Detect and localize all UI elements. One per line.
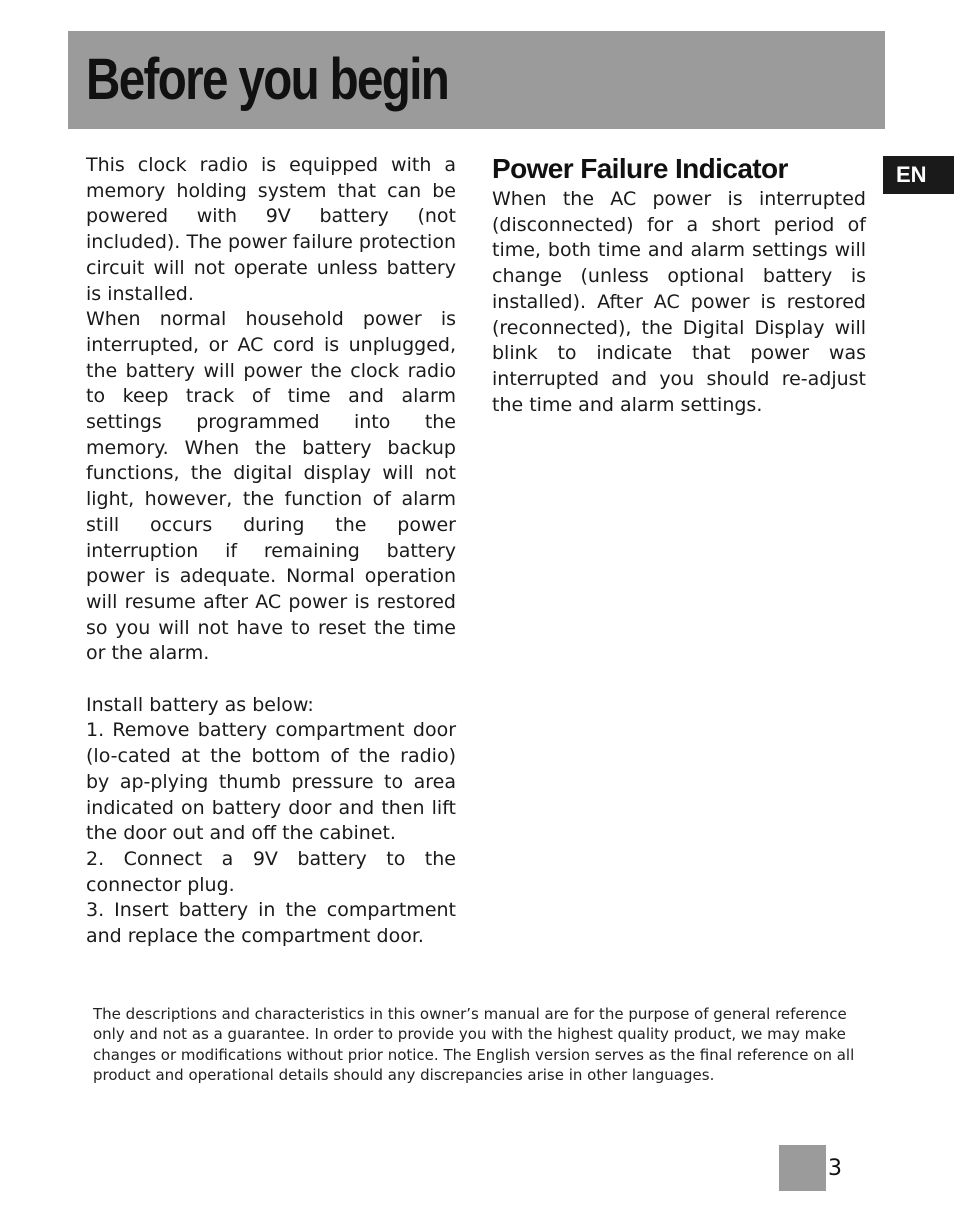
install-step-2: 2. Connect a 9V battery to the connector plug. <box>86 847 456 896</box>
section-heading: Power Failure Indicator <box>492 153 788 184</box>
page-number: 3 <box>828 1156 842 1181</box>
install-intro: Install battery as below: <box>86 693 314 716</box>
title-banner <box>68 31 885 129</box>
install-step-1: 1. Remove battery compartment door (lo-cated at the bottom of the radio) by ap-plying thumb pressure to area indicated on battery door and then lift the door out and off the cabinet. <box>86 719 456 845</box>
power-failure-paragraph: When the AC power is interrupted (disconnected) for a short period of time, both time and alarm settings will change (unless optional battery is installed). After AC power is restored (reconnected), the Digital Display will blink to indicate that power was interrupted and you should re-adjust the time and alarm settings. <box>492 188 866 416</box>
power-interruption-paragraph: When normal household power is interrupted, or AC cord is unplugged, the battery will power the clock radio to keep track of time and alarm settings programmed into the memory. When the battery backup functions, the digital display will not light, however, the function of alarm still occurs during the power interruption if remaining battery power is adequate. Normal operation will resume after AC power is restored so you will not have to reset the time or the alarm. <box>86 308 456 665</box>
left-column <box>86 153 456 950</box>
paragraph-spacer <box>86 667 456 693</box>
page-number-box <box>779 1145 826 1191</box>
intro-paragraph: This clock radio is equipped with a memory holding system that can be powered with 9V battery (not included). The power failure protection circuit will not operate unless battery is installed. <box>86 154 456 305</box>
language-tab: EN <box>883 156 954 194</box>
right-column <box>492 152 866 418</box>
install-step-3: 3. Insert battery in the compartment and replace the compartment door. <box>86 899 456 948</box>
disclaimer-text: The descriptions and characteristics in this owner’s manual are for the purpose of general reference only and not as a guarantee. In order to provide you with the highest quality product, we may make changes or modifications without prior notice. The English version serves as the final reference on all product and operational details should any discrepancies arise in other languages. <box>93 1005 855 1085</box>
page-title: Before you begin <box>86 47 449 112</box>
